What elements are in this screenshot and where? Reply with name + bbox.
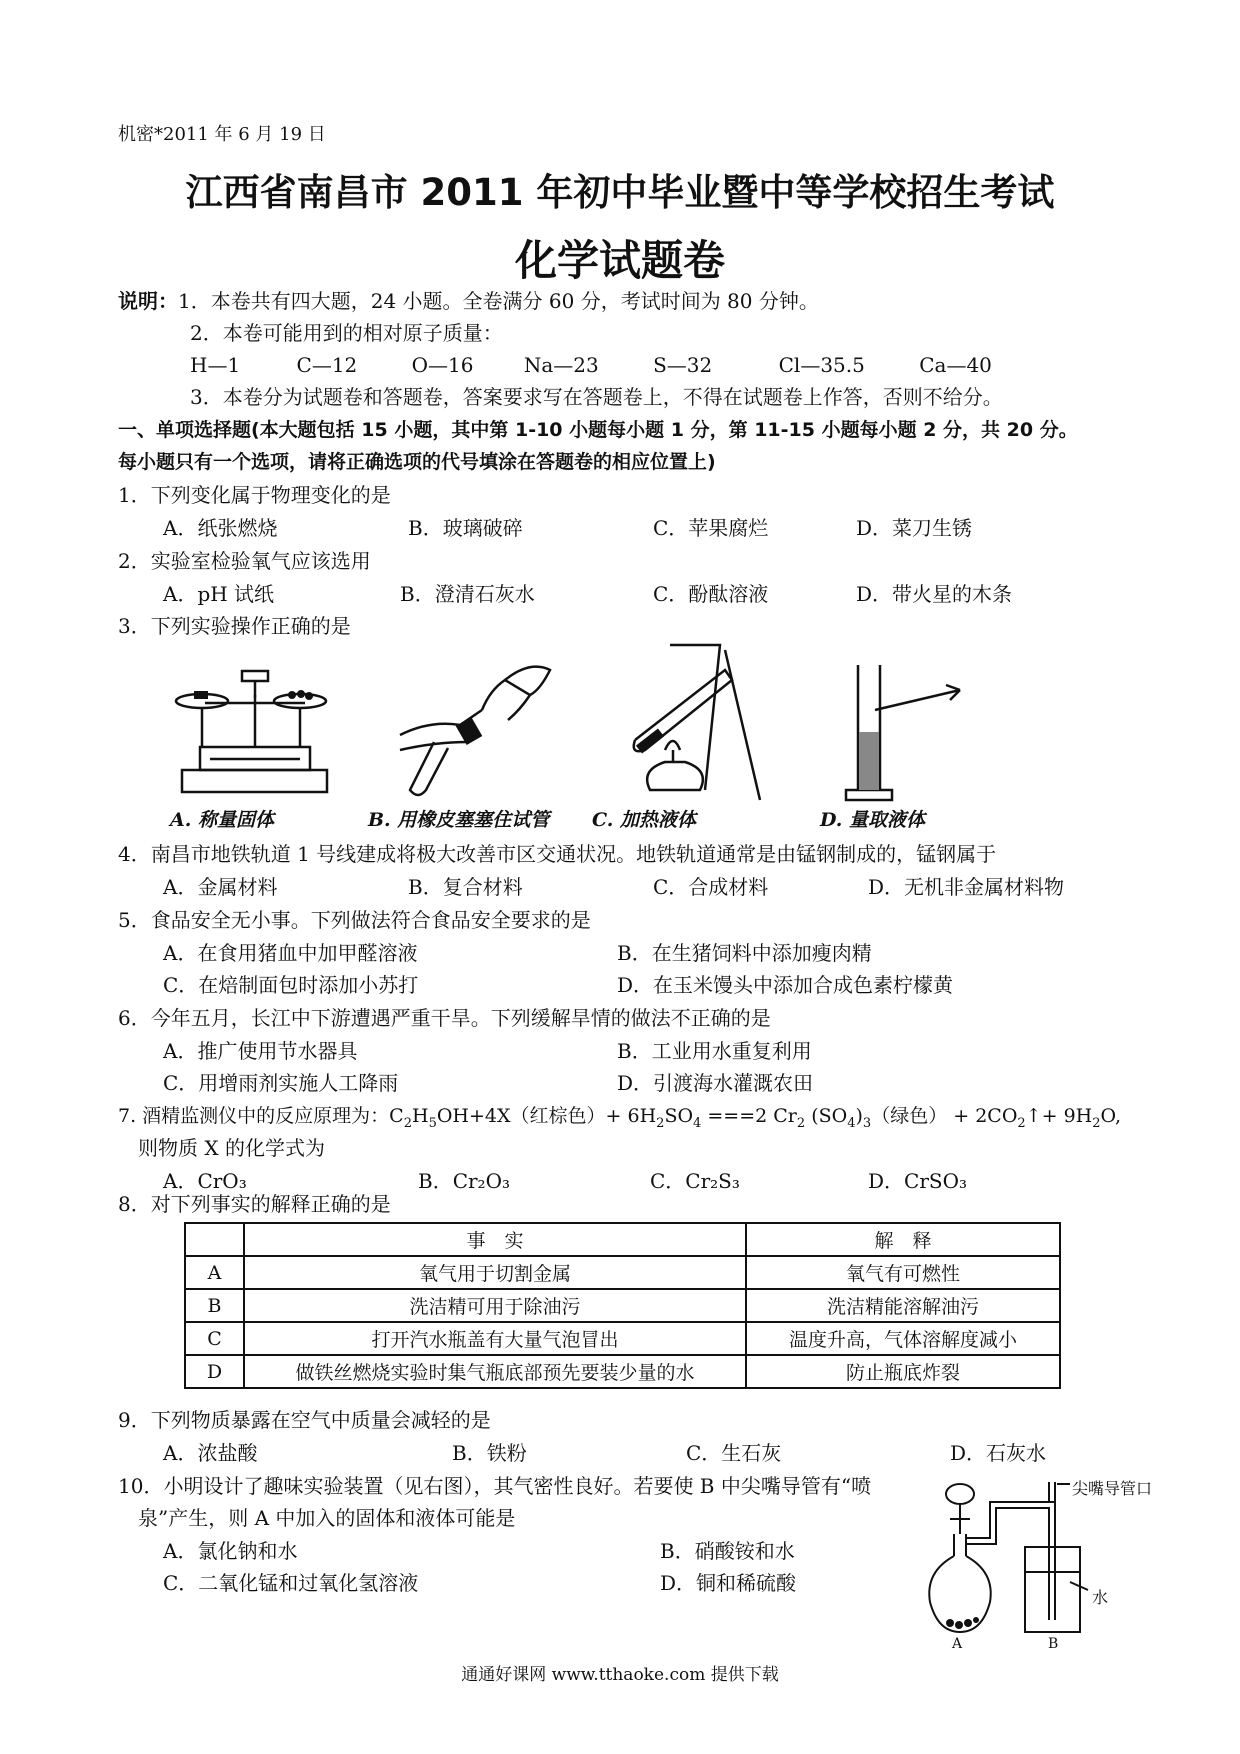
- mass-s: S—32: [653, 353, 713, 377]
- q8-table: [184, 1222, 1061, 1389]
- q10-stem-line1: 10．小明设计了趣味实验装置（见右图），其气密性良好。若要使 B 中尖嘴导管有“喷: [118, 1474, 872, 1498]
- q3-caption-b: B. 用橡皮塞塞住试管: [368, 809, 550, 831]
- footer-source: 通通好课网 www.tthaoke.com 提供下载: [461, 1665, 779, 1685]
- q2-stem: 2．实验室检验氧气应该选用: [118, 549, 371, 573]
- q1-stem: 1．下列变化属于物理变化的是: [118, 483, 391, 507]
- confidential-date: 机密*2011 年 6 月 19 日: [118, 124, 326, 145]
- q8-row-a-explain: 氧气有可燃性: [746, 1256, 1060, 1289]
- q8-row-d-fact: 做铁丝燃烧实验时集气瓶底部预先要装少量的水: [244, 1355, 746, 1388]
- q2-option-d: D．带火星的木条: [856, 582, 1013, 606]
- q5-option-b: B．在生猪饲料中添加瘦肉精: [617, 941, 872, 965]
- q8-row-a-fact: 氧气用于切割金属: [244, 1256, 746, 1289]
- atomic-masses: [190, 351, 992, 379]
- q4-option-c: C．合成材料: [653, 875, 769, 899]
- q1-option-d: D．菜刀生锈: [856, 516, 973, 540]
- q9-option-b: B．铁粉: [452, 1441, 527, 1465]
- q8-row-b-explain: 洗洁精能溶解油污: [746, 1289, 1060, 1322]
- table-row: [185, 1289, 1060, 1322]
- q8-header-fact: 事 实: [244, 1223, 746, 1256]
- q9-stem: 9．下列物质暴露在空气中质量会减轻的是: [118, 1408, 491, 1432]
- q8-row-b-label: B: [185, 1289, 244, 1322]
- instruction-3: 3．本卷分为试题卷和答题卷，答案要求写在答题卷上，不得在试题卷上作答，否则不给分。: [190, 385, 1003, 409]
- q10-label-a: A: [952, 1636, 963, 1652]
- q6-option-a: A．推广使用节水器具: [163, 1039, 358, 1063]
- q1-option-b: B．玻璃破碎: [408, 516, 523, 540]
- q10-label-water: 水: [1092, 1588, 1109, 1607]
- mass-ca: Ca—40: [919, 353, 992, 377]
- q4-option-d: D．无机非金属材料物: [868, 875, 1065, 899]
- q5-stem: 5．食品安全无小事。下列做法符合食品安全要求的是: [118, 908, 591, 932]
- instruction-1: 1．本卷共有四大题，24 小题。全卷满分 60 分，考试时间为 80 分钟。: [178, 289, 819, 313]
- q4-option-b: B．复合材料: [408, 875, 523, 899]
- q10-option-b: B．硝酸铵和水: [660, 1539, 795, 1563]
- q8-stem: 8．对下列事实的解释正确的是: [118, 1192, 391, 1216]
- q3-figure-d-cylinder: [840, 660, 990, 810]
- q5-option-d: D．在玉米馒头中添加合成色素柠檬黄: [617, 973, 954, 997]
- q1-option-c: C．苹果腐烂: [653, 516, 769, 540]
- q3-caption-c: C. 加热液体: [592, 809, 697, 831]
- q3-caption-a: A. 称量固体: [170, 809, 274, 831]
- q8-row-d-explain: 防止瓶底炸裂: [746, 1355, 1060, 1388]
- mass-cl: Cl—35.5: [778, 353, 865, 377]
- section1-heading-line1: 一、单项选择题(本大题包括 15 小题，其中第 1-10 小题每小题 1 分，第 11-15 小题每小题 2 分，共 20 分。: [118, 419, 1078, 441]
- table-row: [185, 1256, 1060, 1289]
- q3-figure-a-balance: [170, 665, 340, 800]
- q3-caption-d: D. 量取液体: [820, 809, 926, 831]
- q8-header-row: [185, 1223, 1060, 1256]
- q9-option-a: A．浓盐酸: [163, 1441, 258, 1465]
- exam-subtitle: 化学试题卷: [514, 236, 725, 285]
- section1-heading-line2: 每小题只有一个选项，请将正确选项的代号填涂在答题卷的相应位置上): [118, 451, 716, 473]
- q10-option-a: A．氯化钠和水: [163, 1539, 298, 1563]
- mass-na: Na—23: [523, 353, 599, 377]
- exam-title: 江西省南昌市 2011 年初中毕业暨中等学校招生考试: [185, 171, 1055, 214]
- q8-row-d-label: D: [185, 1355, 244, 1388]
- q7-option-b: B．Cr₂O₃: [418, 1169, 510, 1193]
- q7-equation: $C_2H_5OH+4X$（红棕色）+ $6H_2SO_4 ===2$ $Cr_2$ $(SO_4)_3$（绿色） + $2CO_2↑+ 9H_2O$,: [389, 1105, 1122, 1131]
- q2-option-a: A．pH 试纸: [163, 582, 275, 606]
- q4-option-a: A．金属材料: [163, 875, 278, 899]
- q10-stem-line2: 泉”产生，则 A 中加入的固体和液体可能是: [138, 1506, 516, 1530]
- table-row: [185, 1322, 1060, 1355]
- q3-figure-c-heating: [610, 640, 790, 815]
- mass-c: C—12: [296, 353, 358, 377]
- q10-label-b: B: [1048, 1636, 1059, 1652]
- instructions-line1: [118, 287, 819, 315]
- q8-header-explain: 解 释: [746, 1223, 1060, 1256]
- q9-option-d: D．石灰水: [950, 1441, 1047, 1465]
- q10-label-nozzle: 尖嘴导管口: [1072, 1479, 1153, 1498]
- mass-h: H—1: [190, 353, 241, 377]
- q10-option-c: C．二氧化锰和过氧化氢溶液: [163, 1571, 419, 1595]
- q3-stem: 3．下列实验操作正确的是: [118, 614, 351, 638]
- q8-row-c-label: C: [185, 1322, 244, 1355]
- q8-row-a-label: A: [185, 1256, 244, 1289]
- q6-stem: 6．今年五月，长江中下游遭遇严重干旱。下列缓解旱情的做法不正确的是: [118, 1006, 771, 1030]
- q7-line2: 则物质 X 的化学式为: [138, 1136, 325, 1160]
- q1-option-a: A．纸张燃烧: [163, 516, 278, 540]
- q4-stem: 4．南昌市地铁轨道 1 号线建成将极大改善市区交通状况。地铁轨道通常是由锰钢制成的，锰钢属于: [118, 842, 997, 866]
- q3-figure-b-stopper: [390, 650, 560, 795]
- q8-header-blank: [185, 1223, 244, 1256]
- instructions-label: 说明：: [118, 289, 178, 313]
- q5-option-a: A．在食用猪血中加甲醛溶液: [163, 941, 418, 965]
- q8-row-b-fact: 洗洁精可用于除油污: [244, 1289, 746, 1322]
- q7-stem-prefix: 7. 酒精监测仪中的反应原理为：: [118, 1105, 390, 1127]
- mass-o: O—16: [411, 353, 474, 377]
- q9-option-c: C．生石灰: [686, 1441, 782, 1465]
- q2-option-c: C．酚酞溶液: [653, 582, 769, 606]
- table-row: [185, 1355, 1060, 1388]
- q7-option-c: C．Cr₂S₃: [650, 1169, 740, 1193]
- q5-option-c: C．在焙制面包时添加小苏打: [163, 973, 419, 997]
- instruction-2: 2．本卷可能用到的相对原子质量：: [190, 321, 503, 345]
- q10-option-d: D．铜和稀硫酸: [660, 1571, 797, 1595]
- q7-option-a: A．CrO₃: [163, 1169, 247, 1193]
- q8-row-c-fact: 打开汽水瓶盖有大量气泡冒出: [244, 1322, 746, 1355]
- q7-option-d: D．CrSO₃: [868, 1169, 968, 1193]
- q8-row-c-explain: 温度升高，气体溶解度减小: [746, 1322, 1060, 1355]
- q6-option-d: D．引渡海水灌溉农田: [617, 1071, 814, 1095]
- q6-option-c: C．用增雨剂实施人工降雨: [163, 1071, 399, 1095]
- q2-option-b: B．澄清石灰水: [400, 582, 535, 606]
- q6-option-b: B．工业用水重复利用: [617, 1039, 812, 1063]
- q7-stem: [118, 1102, 1121, 1138]
